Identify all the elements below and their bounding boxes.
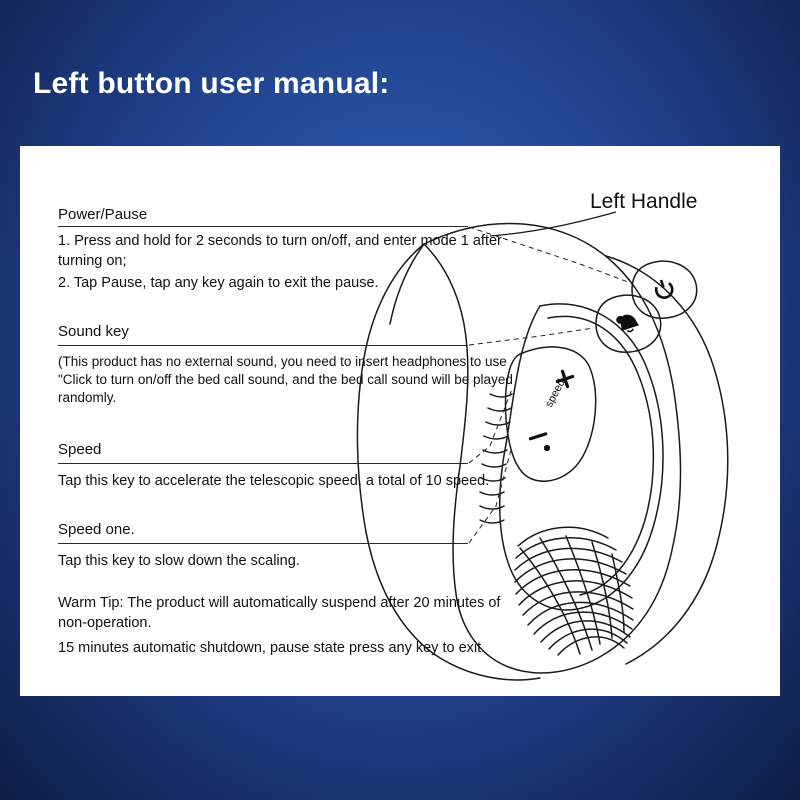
section-heading-sound: Sound key [58, 323, 129, 340]
leader-speed-one [469, 446, 512, 543]
leader-sound [469, 328, 594, 345]
section-heading-power: Power/Pause [58, 206, 148, 223]
shutdown-note-text: 15 minutes automatic shutdown, pause state press any key to exit. [58, 640, 486, 656]
section-text-sound: (This product has no external sound, you need to insert headphones to use "Click to turn on/off the bed call sound, and the bed call sound will be played randomly. [58, 354, 513, 405]
left-handle-label: Left Handle [590, 190, 698, 213]
section-text-power-2: 2. Tap Pause, tap any key again to exit the pause. [58, 275, 379, 291]
section-text-speed: Tap this key to accelerate the telescopic speed, a total of 10 speed. [58, 473, 490, 489]
divider-speed-one [58, 543, 468, 544]
section-heading-speed-one: Speed one. [58, 521, 135, 538]
section-heading-speed: Speed [58, 441, 102, 458]
divider-power [58, 226, 468, 227]
manual-card [20, 146, 780, 696]
warm-tip-text: Warm Tip: The product will automatically suspend after 20 minutes of non-operation. [58, 595, 501, 631]
section-text-power-1: 1. Press and hold for 2 seconds to turn on/off, and enter mode 1 after turning on; [58, 233, 502, 269]
divider-sound [58, 345, 468, 346]
divider-speed [58, 463, 468, 464]
page-title: Left button user manual: [33, 67, 390, 100]
section-text-speed-one: Tap this key to slow down the scaling. [58, 553, 300, 569]
speed-button-label: speed [543, 377, 568, 410]
